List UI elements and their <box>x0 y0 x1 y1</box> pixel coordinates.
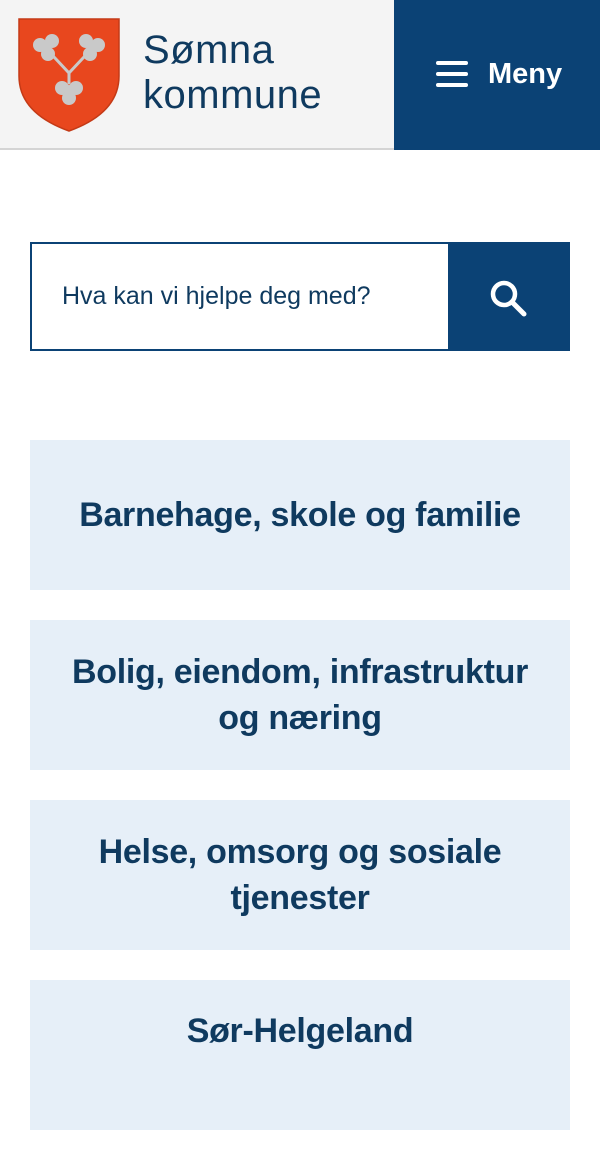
home-logo-link[interactable] <box>18 18 378 134</box>
topic-card-helse-omsorg-sosiale-tjenester[interactable] <box>30 800 570 950</box>
coat-of-arms-icon <box>18 18 120 132</box>
menu-label: Meny <box>488 58 563 90</box>
topic-card-label: Bolig, eiendom, infrastruktur og næring <box>71 653 528 737</box>
topic-card-sor-helgeland[interactable] <box>30 980 570 1130</box>
topic-card-label: Barnehage, skole og familie <box>79 496 521 534</box>
menu-button[interactable] <box>394 0 600 150</box>
search-form <box>30 242 570 351</box>
search-icon <box>488 278 528 318</box>
search-button[interactable] <box>448 242 570 351</box>
topic-card-label: Sør-Helgeland <box>186 1012 414 1050</box>
site-name-line-1: Sømna <box>143 28 275 72</box>
topic-card-bolig-eiendom-infrastruktur-naering[interactable] <box>30 620 570 770</box>
topic-navigation <box>30 440 570 1160</box>
search-input[interactable] <box>30 242 450 351</box>
topic-card-barnehage-skole-familie[interactable] <box>30 440 570 590</box>
site-name <box>143 28 322 118</box>
site-name-line-2: kommune <box>143 73 323 117</box>
site-header <box>0 0 600 150</box>
topic-card-label: Helse, omsorg og sosiale tjenester <box>98 833 502 917</box>
hamburger-menu-icon <box>436 61 468 87</box>
